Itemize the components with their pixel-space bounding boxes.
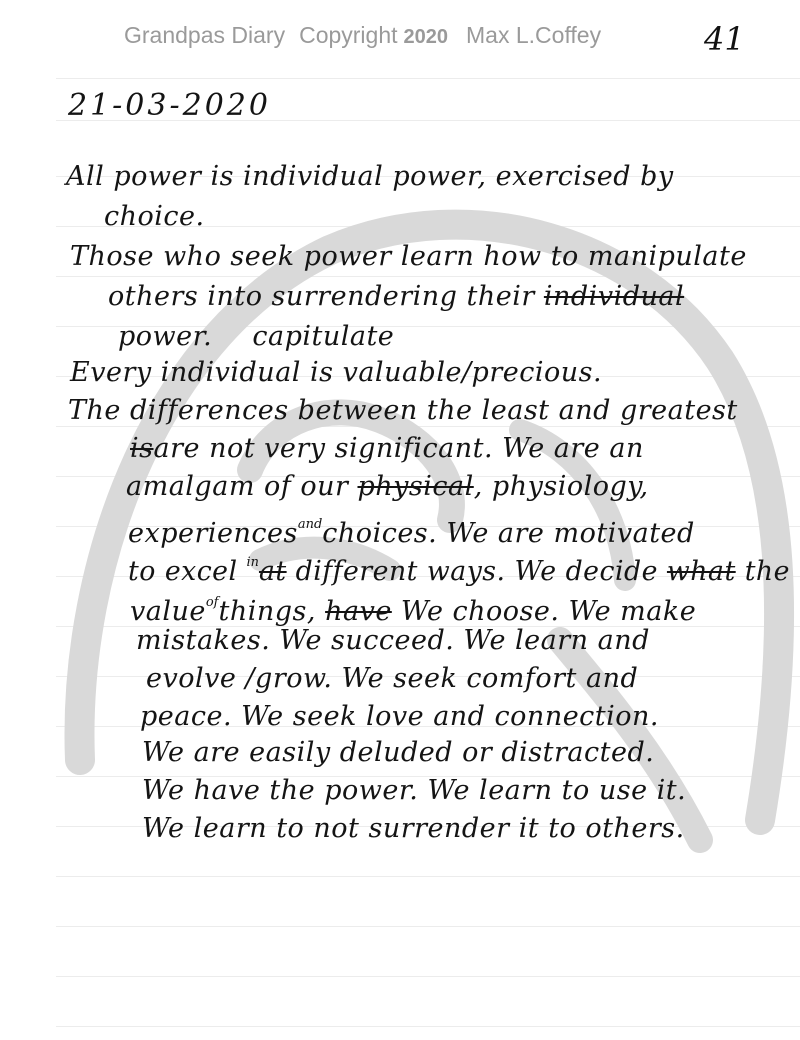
inserted-word: of [205,595,219,610]
page-header [124,22,601,58]
line-text: the [744,556,790,587]
handwritten-line: We are easily deluded or distracted. [142,737,655,768]
handwritten-line: peace. We seek love and connection. [140,701,660,732]
line-text: , physiology, [473,471,649,502]
line-text: experiences [128,518,298,549]
line-text: to excel [128,556,238,587]
struck-word: have [325,596,392,627]
handwritten-line [118,320,394,354]
struck-word: is [130,433,154,464]
rule-line [56,1026,800,1027]
copyright-label: Copyright [299,22,398,48]
struck-word: at [258,556,287,587]
handwritten-line: We learn to not surrender it to others. [142,813,685,844]
line-text: We choose. We make [400,596,697,627]
struck-word: what [666,556,736,587]
handwritten-line: All power is individual power, exercised by [66,161,674,192]
handwritten-line: The differences between the least and greatest [68,395,738,426]
rule-line [56,876,800,877]
rule-line [56,78,800,79]
entry-date: 21-03-2020 [68,88,271,123]
inserted-word: and [297,517,323,532]
line-text: are not very significant. We are an [153,433,644,464]
handwritten-line: mistakes. We succeed. We learn and [136,625,650,656]
author-name: Max L.Coffey [466,22,602,48]
handwritten-line: We have the power. We learn to use it. [142,775,687,806]
handwritten-line: evolve /grow. We seek comfort and [146,663,639,694]
line-text: choices. We are motivated [322,518,695,549]
page-number: 41 [704,20,745,58]
struck-word: individual [543,281,685,312]
rule-line [56,976,800,977]
line-text: others into surrendering their [108,281,535,312]
handwritten-line: Every individual is valuable/precious. [70,357,603,388]
handwritten-line: Those who seek power learn how to manipulate [70,241,747,272]
line-text: capitulate [252,321,395,352]
handwritten-line [130,586,696,629]
line-text: power. [118,321,213,352]
handwritten-line [128,508,695,551]
line-text: different ways. We decide [295,556,658,587]
inserted-word: in [246,555,259,570]
handwritten-line: choice. [104,201,205,232]
handwritten-line [130,432,644,466]
line-text: amalgam of our [126,471,349,502]
rule-line [56,276,800,277]
line-text: value [130,596,206,627]
handwritten-line [108,280,684,314]
copyright-year: 2020 [403,26,449,48]
line-text: things, [218,596,316,627]
handwritten-line [128,546,790,589]
diary-title: Grandpas Diary [124,22,286,48]
struck-word: physical [357,471,474,502]
handwritten-line [126,470,649,504]
rule-line [56,926,800,927]
